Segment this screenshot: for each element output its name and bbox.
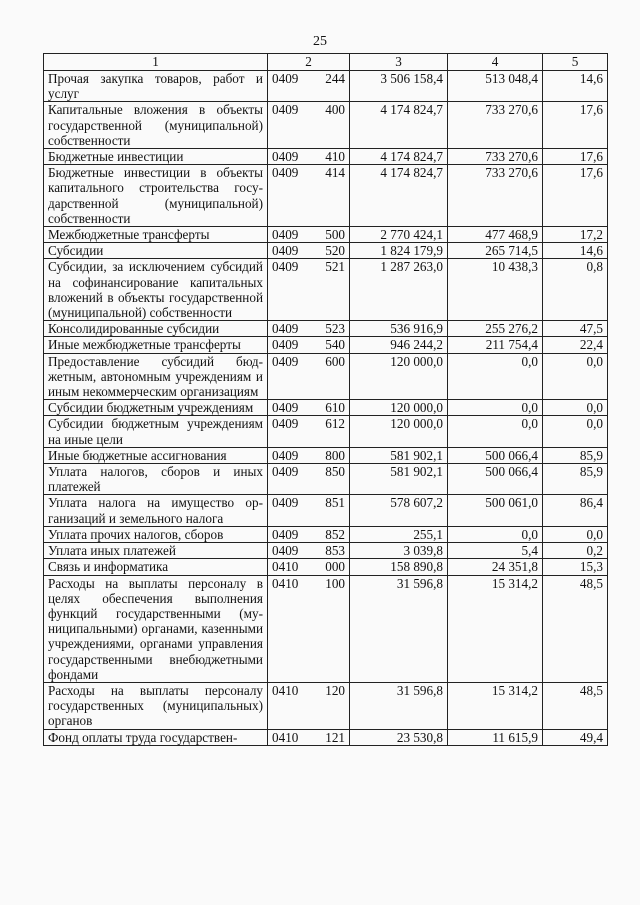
row-section-code: 0409 bbox=[268, 416, 310, 447]
row-expense-type-code: 244 bbox=[310, 71, 350, 102]
row-plan-amount: 581 902,1 bbox=[350, 464, 448, 495]
row-expense-type-code: 120 bbox=[310, 682, 350, 729]
table-row bbox=[44, 353, 608, 400]
row-expense-type-code: 500 bbox=[310, 227, 350, 243]
row-section-code: 0409 bbox=[268, 71, 310, 102]
row-expense-type-code: 850 bbox=[310, 464, 350, 495]
header-col-2: 2 bbox=[268, 54, 350, 71]
row-plan-amount: 31 596,8 bbox=[350, 682, 448, 729]
row-expense-type-code: 600 bbox=[310, 353, 350, 400]
row-expense-type-code: 414 bbox=[310, 165, 350, 227]
row-expense-type-code: 521 bbox=[310, 259, 350, 321]
row-fact-amount: 0,0 bbox=[448, 416, 543, 447]
row-fact-amount: 0,0 bbox=[448, 353, 543, 400]
row-plan-amount: 578 607,2 bbox=[350, 495, 448, 526]
row-expense-type-code: 612 bbox=[310, 416, 350, 447]
row-section-code: 0409 bbox=[268, 495, 310, 526]
row-plan-amount: 1 287 263,0 bbox=[350, 259, 448, 321]
row-plan-amount: 946 244,2 bbox=[350, 337, 448, 353]
row-plan-amount: 158 890,8 bbox=[350, 559, 448, 575]
row-fact-amount: 733 270,6 bbox=[448, 102, 543, 149]
table-row bbox=[44, 575, 608, 682]
row-fact-amount: 11 615,9 bbox=[448, 729, 543, 745]
row-percent-executed: 86,4 bbox=[543, 495, 608, 526]
row-fact-amount: 500 066,4 bbox=[448, 447, 543, 463]
row-fact-amount: 10 438,3 bbox=[448, 259, 543, 321]
row-percent-executed: 15,3 bbox=[543, 559, 608, 575]
row-percent-executed: 48,5 bbox=[543, 682, 608, 729]
row-section-code: 0409 bbox=[268, 102, 310, 149]
row-name-cell: Субсидии, за исключением субсидий на софинансирование капитальных вложений в объекты государственной (муниципальной) собственности bbox=[44, 259, 268, 321]
table-row bbox=[44, 447, 608, 463]
table-header-row bbox=[44, 54, 608, 71]
row-section-code: 0409 bbox=[268, 447, 310, 463]
row-section-code: 0409 bbox=[268, 227, 310, 243]
row-name-cell: Расходы на выплаты персоналу в целях обеспечения выполнения функций государственными (муниципальными) органами, казенными учреждениями, органами управления государственными внебюджетными фондами bbox=[44, 575, 268, 682]
row-percent-executed: 0,8 bbox=[543, 259, 608, 321]
row-percent-executed: 49,4 bbox=[543, 729, 608, 745]
row-section-code: 0410 bbox=[268, 682, 310, 729]
row-plan-amount: 4 174 824,7 bbox=[350, 165, 448, 227]
row-expense-type-code: 100 bbox=[310, 575, 350, 682]
row-expense-type-code: 800 bbox=[310, 447, 350, 463]
row-plan-amount: 120 000,0 bbox=[350, 400, 448, 416]
row-fact-amount: 513 048,4 bbox=[448, 71, 543, 102]
row-name-cell: Субсидии бюджетным учреждениям на иные цели bbox=[44, 416, 268, 447]
header-col-4: 4 bbox=[448, 54, 543, 71]
row-percent-executed: 17,6 bbox=[543, 102, 608, 149]
table-row bbox=[44, 559, 608, 575]
row-name-cell: Субсидии бюджетным учреждениям bbox=[44, 400, 268, 416]
row-percent-executed: 14,6 bbox=[543, 71, 608, 102]
row-fact-amount: 500 061,0 bbox=[448, 495, 543, 526]
table-row bbox=[44, 400, 608, 416]
table-row bbox=[44, 71, 608, 102]
table-row bbox=[44, 682, 608, 729]
row-section-code: 0410 bbox=[268, 729, 310, 745]
page-number: 25 bbox=[313, 34, 327, 49]
table-row bbox=[44, 149, 608, 165]
table-row bbox=[44, 227, 608, 243]
row-expense-type-code: 000 bbox=[310, 559, 350, 575]
table-row bbox=[44, 243, 608, 259]
row-plan-amount: 3 039,8 bbox=[350, 543, 448, 559]
row-percent-executed: 17,2 bbox=[543, 227, 608, 243]
row-name-cell: Консолидированные субсидии bbox=[44, 321, 268, 337]
table-row bbox=[44, 495, 608, 526]
row-percent-executed: 85,9 bbox=[543, 447, 608, 463]
table-row bbox=[44, 165, 608, 227]
row-plan-amount: 120 000,0 bbox=[350, 353, 448, 400]
row-plan-amount: 2 770 424,1 bbox=[350, 227, 448, 243]
table-row bbox=[44, 729, 608, 745]
row-fact-amount: 0,0 bbox=[448, 400, 543, 416]
table-row bbox=[44, 416, 608, 447]
row-name-cell: Бюджетные инвестиции bbox=[44, 149, 268, 165]
table-row bbox=[44, 464, 608, 495]
row-fact-amount: 15 314,2 bbox=[448, 682, 543, 729]
row-name-cell: Уплата иных платежей bbox=[44, 543, 268, 559]
row-section-code: 0410 bbox=[268, 575, 310, 682]
row-percent-executed: 0,2 bbox=[543, 543, 608, 559]
row-expense-type-code: 540 bbox=[310, 337, 350, 353]
row-section-code: 0409 bbox=[268, 243, 310, 259]
row-expense-type-code: 121 bbox=[310, 729, 350, 745]
row-name-cell: Субсидии bbox=[44, 243, 268, 259]
table-row bbox=[44, 321, 608, 337]
row-expense-type-code: 852 bbox=[310, 526, 350, 542]
row-section-code: 0409 bbox=[268, 543, 310, 559]
row-expense-type-code: 610 bbox=[310, 400, 350, 416]
row-fact-amount: 211 754,4 bbox=[448, 337, 543, 353]
row-fact-amount: 733 270,6 bbox=[448, 165, 543, 227]
row-percent-executed: 17,6 bbox=[543, 165, 608, 227]
row-name-cell: Прочая закупка товаров, работ и услуг bbox=[44, 71, 268, 102]
table-row bbox=[44, 526, 608, 542]
row-plan-amount: 581 902,1 bbox=[350, 447, 448, 463]
row-fact-amount: 0,0 bbox=[448, 526, 543, 542]
row-fact-amount: 255 276,2 bbox=[448, 321, 543, 337]
row-percent-executed: 17,6 bbox=[543, 149, 608, 165]
row-percent-executed: 0,0 bbox=[543, 526, 608, 542]
row-section-code: 0409 bbox=[268, 149, 310, 165]
row-fact-amount: 15 314,2 bbox=[448, 575, 543, 682]
row-fact-amount: 500 066,4 bbox=[448, 464, 543, 495]
row-fact-amount: 24 351,8 bbox=[448, 559, 543, 575]
row-name-cell: Бюджетные инвестиции в объекты капитального строительства государственной (муниципальной) собственности bbox=[44, 165, 268, 227]
row-plan-amount: 4 174 824,7 bbox=[350, 149, 448, 165]
row-plan-amount: 536 916,9 bbox=[350, 321, 448, 337]
row-expense-type-code: 410 bbox=[310, 149, 350, 165]
table-row bbox=[44, 259, 608, 321]
row-section-code: 0409 bbox=[268, 464, 310, 495]
row-expense-type-code: 851 bbox=[310, 495, 350, 526]
row-percent-executed: 0,0 bbox=[543, 400, 608, 416]
row-fact-amount: 5,4 bbox=[448, 543, 543, 559]
row-section-code: 0409 bbox=[268, 259, 310, 321]
budget-execution-table bbox=[43, 53, 608, 746]
row-expense-type-code: 400 bbox=[310, 102, 350, 149]
row-plan-amount: 31 596,8 bbox=[350, 575, 448, 682]
row-fact-amount: 477 468,9 bbox=[448, 227, 543, 243]
row-percent-executed: 85,9 bbox=[543, 464, 608, 495]
row-plan-amount: 255,1 bbox=[350, 526, 448, 542]
row-percent-executed: 48,5 bbox=[543, 575, 608, 682]
row-name-cell: Капитальные вложения в объекты государственной (муниципальной) собственности bbox=[44, 102, 268, 149]
row-percent-executed: 0,0 bbox=[543, 353, 608, 400]
row-plan-amount: 1 824 179,9 bbox=[350, 243, 448, 259]
row-percent-executed: 22,4 bbox=[543, 337, 608, 353]
row-section-code: 0409 bbox=[268, 337, 310, 353]
row-name-cell: Уплата налога на имущество организаций и земельного налога bbox=[44, 495, 268, 526]
row-name-cell: Межбюджетные трансферты bbox=[44, 227, 268, 243]
header-col-5: 5 bbox=[543, 54, 608, 71]
header-col-3: 3 bbox=[350, 54, 448, 71]
row-plan-amount: 3 506 158,4 bbox=[350, 71, 448, 102]
row-expense-type-code: 520 bbox=[310, 243, 350, 259]
row-section-code: 0409 bbox=[268, 165, 310, 227]
row-name-cell: Фонд оплаты труда государствен- bbox=[44, 729, 268, 745]
row-name-cell: Иные бюджетные ассигнования bbox=[44, 447, 268, 463]
row-percent-executed: 47,5 bbox=[543, 321, 608, 337]
table-row bbox=[44, 102, 608, 149]
table-row bbox=[44, 337, 608, 353]
row-plan-amount: 4 174 824,7 bbox=[350, 102, 448, 149]
row-name-cell: Иные межбюджетные трансферты bbox=[44, 337, 268, 353]
row-percent-executed: 0,0 bbox=[543, 416, 608, 447]
row-name-cell: Связь и информатика bbox=[44, 559, 268, 575]
row-section-code: 0409 bbox=[268, 321, 310, 337]
row-expense-type-code: 853 bbox=[310, 543, 350, 559]
row-fact-amount: 733 270,6 bbox=[448, 149, 543, 165]
row-plan-amount: 23 530,8 bbox=[350, 729, 448, 745]
row-name-cell: Уплата налогов, сборов и иных платежей bbox=[44, 464, 268, 495]
row-fact-amount: 265 714,5 bbox=[448, 243, 543, 259]
row-section-code: 0410 bbox=[268, 559, 310, 575]
row-percent-executed: 14,6 bbox=[543, 243, 608, 259]
row-section-code: 0409 bbox=[268, 400, 310, 416]
row-section-code: 0409 bbox=[268, 353, 310, 400]
header-col-1: 1 bbox=[44, 54, 268, 71]
row-name-cell: Предоставление субсидий бюджетным, автономным учреждениям и иным некоммерческим организациям bbox=[44, 353, 268, 400]
row-name-cell: Уплата прочих налогов, сборов bbox=[44, 526, 268, 542]
row-section-code: 0409 bbox=[268, 526, 310, 542]
row-name-cell: Расходы на выплаты персоналу государственных (муниципальных) органов bbox=[44, 682, 268, 729]
row-expense-type-code: 523 bbox=[310, 321, 350, 337]
row-plan-amount: 120 000,0 bbox=[350, 416, 448, 447]
table-row bbox=[44, 543, 608, 559]
